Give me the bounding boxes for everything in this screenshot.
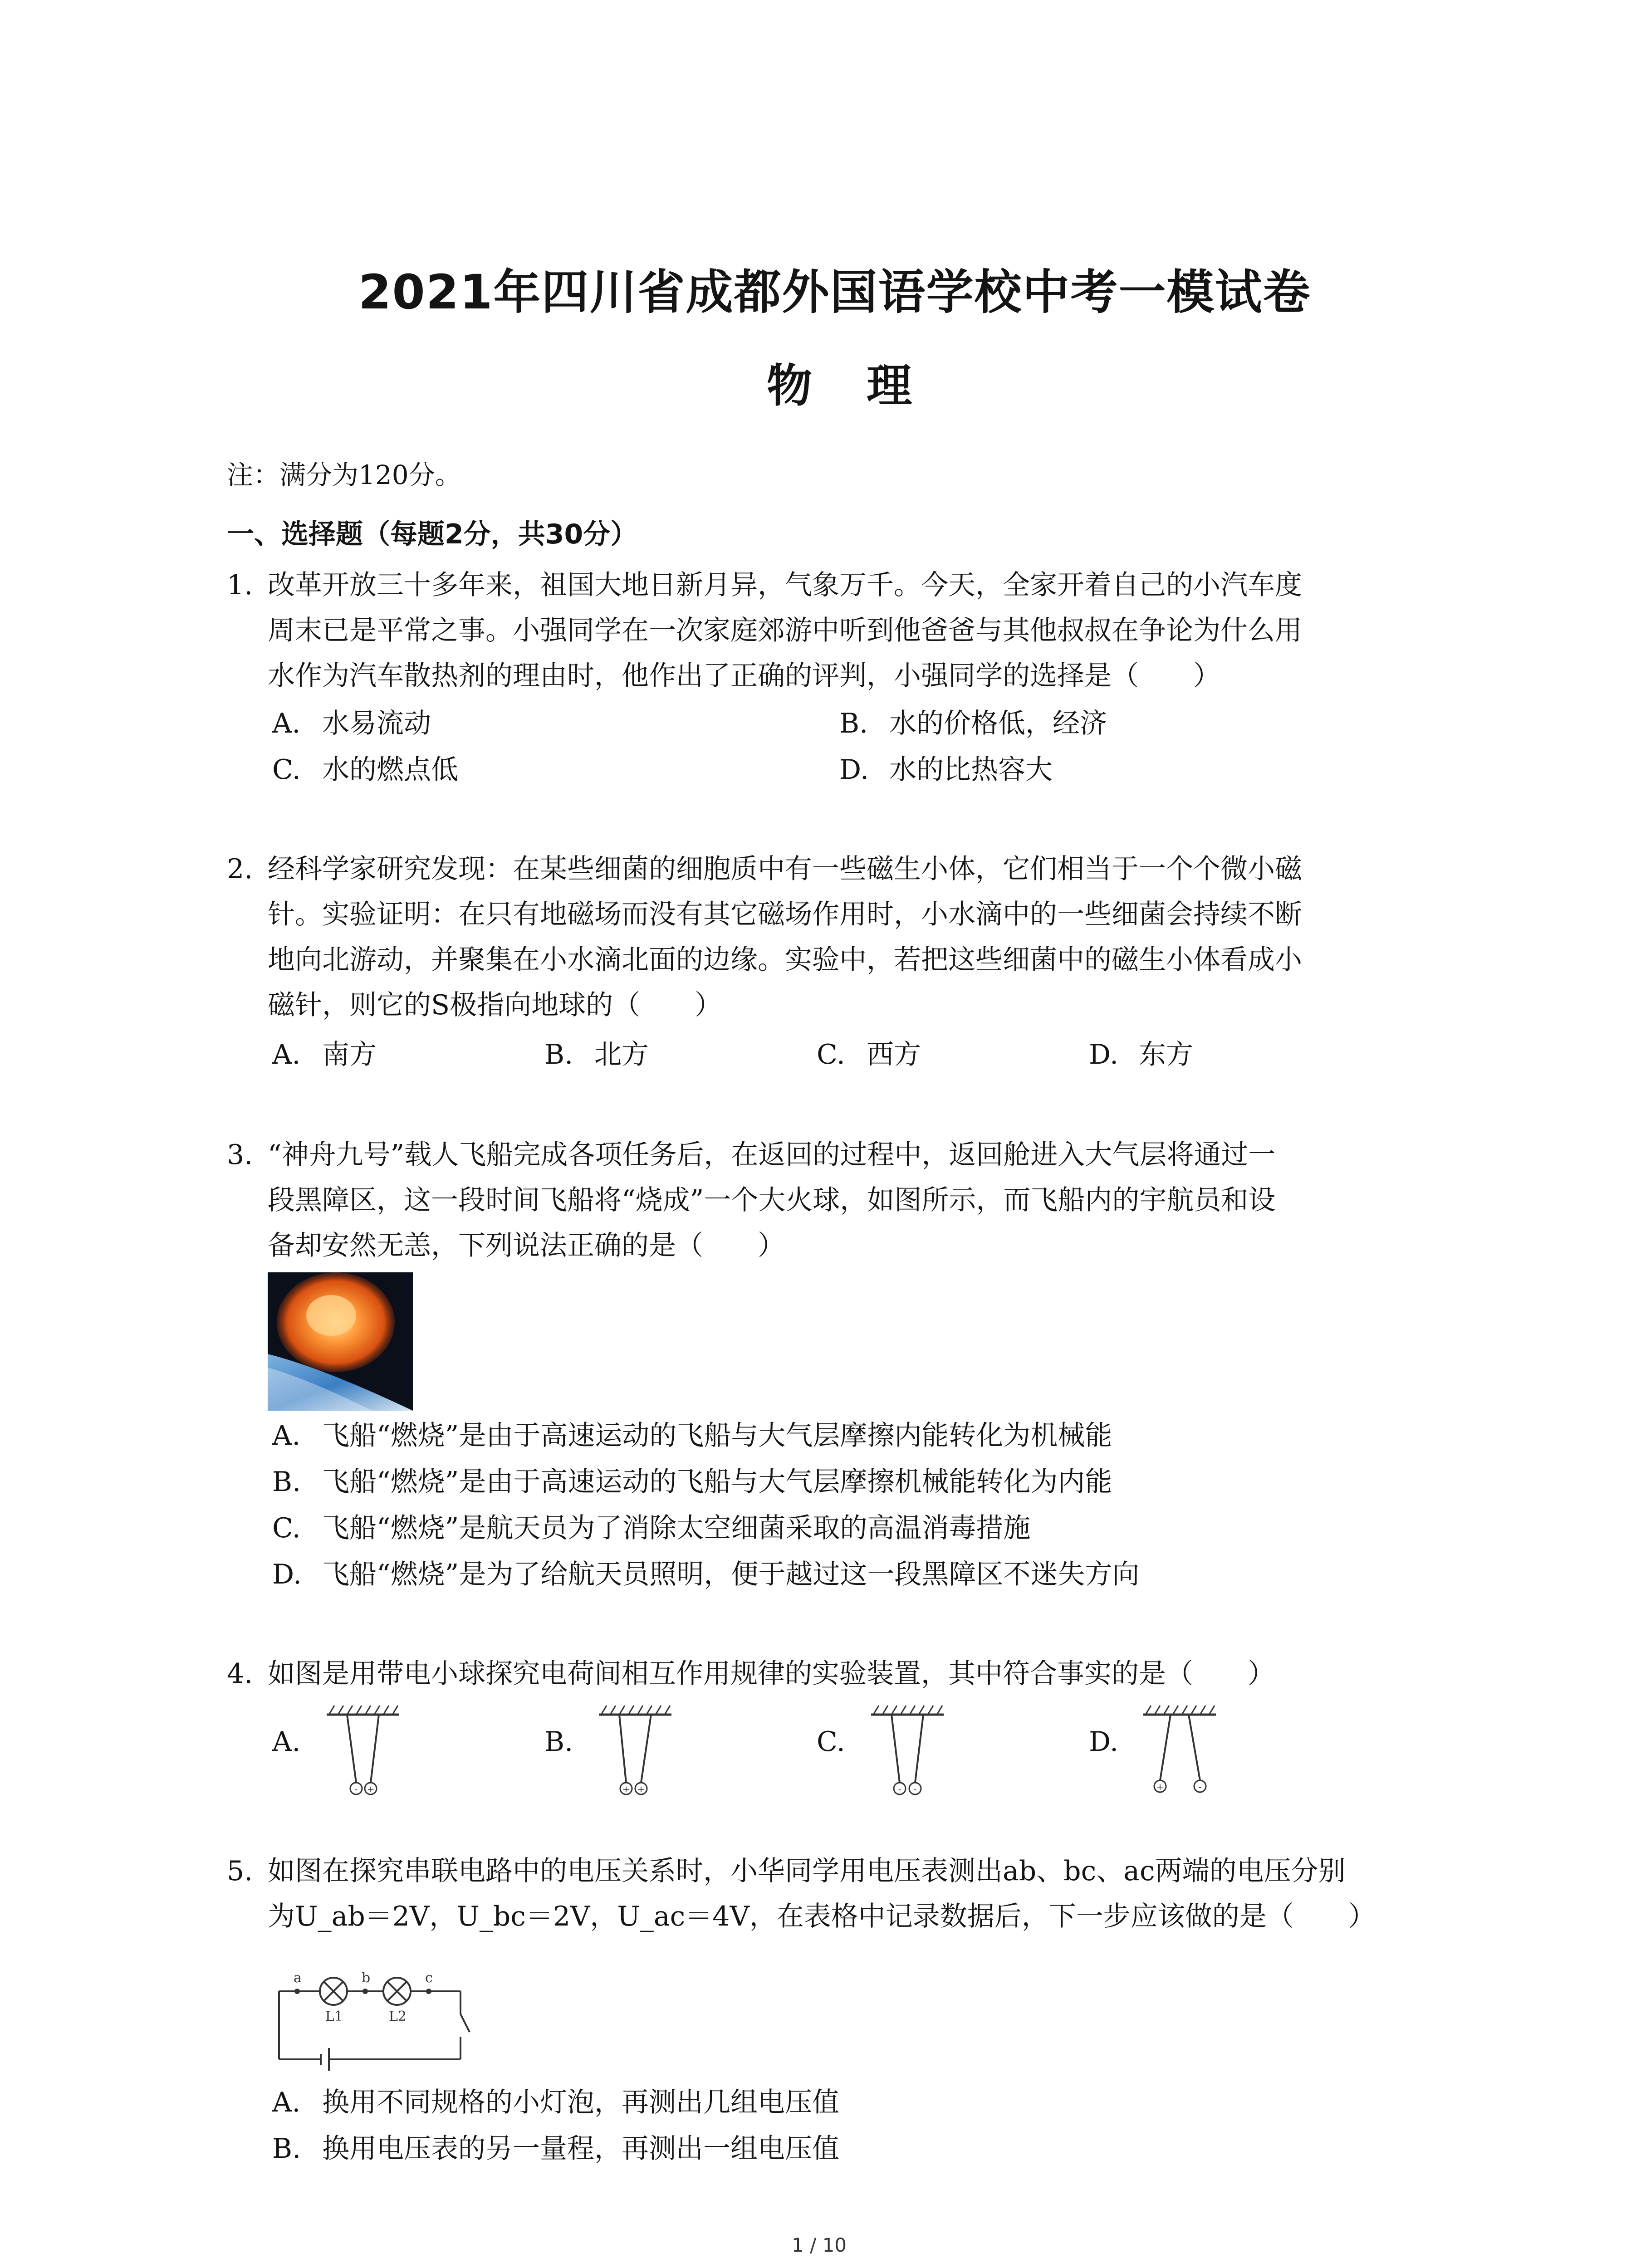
- option-letter: A.: [272, 1039, 301, 1070]
- option-text: 换用电压表的另一量程，再测出一组电压值: [322, 2133, 839, 2165]
- option-c: [817, 1719, 845, 1765]
- option-text: 水的价格低，经济: [889, 708, 1107, 739]
- option-text: 南方: [322, 1039, 377, 1070]
- option-text: 水的燃点低: [322, 754, 458, 786]
- option-b: [544, 1032, 649, 1077]
- option-letter: A.: [272, 2087, 301, 2118]
- option-text: 飞船“燃烧”是由于高速运动的飞船与大气层摩擦机械能转化为内能: [322, 1466, 1112, 1498]
- option-letter: C.: [817, 1726, 845, 1758]
- page-title: 2021年四川省成都外国语学校中考一模试卷: [358, 264, 1311, 320]
- option-letter: B.: [272, 2133, 301, 2165]
- question-number: 3.: [227, 1139, 253, 1171]
- question-stem-line: 磁针，则它的S极指向地球的（ ）: [268, 989, 722, 1021]
- question-stem-line: 地向北游动，并聚集在小水滴北面的边缘。实验中，若把这些细菌中的磁生小体看成小: [268, 944, 1302, 976]
- option-letter: B.: [544, 1039, 573, 1070]
- option-text: 换用不同规格的小灯泡，再测出几组电压值: [322, 2087, 839, 2118]
- page-number: 1 / 10: [792, 2234, 847, 2256]
- section-heading: 一、选择题（每题2分，共30分）: [227, 518, 638, 550]
- question-stem-line: 针。实验证明：在只有地磁场而没有其它磁场作用时，小水滴中的一些细菌会持续不断: [268, 899, 1302, 930]
- option-letter: A.: [272, 1726, 301, 1758]
- question-stem-line: “神舟九号”载人飞船完成各项任务后，在返回的过程中，返回舱进入大气层将通过一: [268, 1139, 1276, 1171]
- option-letter: A.: [272, 1420, 301, 1452]
- option-letter: D.: [1089, 1726, 1119, 1758]
- option-c: [272, 1505, 1030, 1551]
- option-text: 水易流动: [322, 708, 431, 739]
- question-stem-line: 改革开放三十多年来，祖国大地日新月异，气象万千。今天，全家开着自己的小汽车度: [268, 569, 1302, 601]
- score-note: 注：满分为120分。: [227, 459, 461, 490]
- circuit-label-b: b: [362, 1970, 371, 1986]
- question-number: 2.: [227, 853, 253, 885]
- option-d: [839, 747, 1053, 792]
- circuit-label-c: c: [425, 1970, 433, 1986]
- svg-text:+: +: [622, 1784, 630, 1794]
- option-text: 东方: [1139, 1039, 1193, 1070]
- option-b: [839, 701, 1107, 746]
- option-letter: C.: [272, 1512, 301, 1544]
- question-stem-line: 经科学家研究发现：在某些细菌的细胞质中有一些磁生小体，它们相当于一个个微小磁: [268, 853, 1302, 885]
- option-c: [272, 747, 458, 792]
- option-letter: D.: [1089, 1039, 1119, 1070]
- svg-text:-: -: [354, 1784, 358, 1794]
- series-circuit-diagram: [270, 1964, 479, 2073]
- question-stem-line: 周末已是平常之事。小强同学在一次家庭郊游中听到他爸爸与其他叔叔在争论为什么用: [268, 615, 1302, 646]
- question-stem-line: 如图是用带电小球探究电荷间相互作用规律的实验装置，其中符合事实的是（ ）: [268, 1658, 1275, 1690]
- circuit-label-a: a: [294, 1970, 302, 1986]
- option-letter: B.: [272, 1466, 301, 1498]
- option-a: [272, 701, 431, 746]
- svg-text:+: +: [367, 1784, 375, 1794]
- pendulum-diagram-c: [864, 1703, 950, 1801]
- option-letter: D.: [839, 754, 869, 786]
- option-a: [272, 1413, 1112, 1458]
- question-number: 4.: [227, 1658, 253, 1690]
- question-number: 5.: [227, 1855, 253, 1887]
- option-letter: C.: [272, 754, 301, 786]
- option-text: 飞船“燃烧”是航天员为了消除太空细菌采取的高温消毒措施: [322, 1512, 1031, 1544]
- option-d: [1089, 1032, 1193, 1077]
- svg-text:+: +: [1156, 1781, 1164, 1792]
- option-letter: B.: [544, 1726, 573, 1758]
- question-stem-line: 为U_ab＝2V，U_bc＝2V，U_ac＝4V，在表格中记录数据后，下一步应该做的是（ ）: [268, 1901, 1376, 1932]
- option-d: [272, 1552, 1139, 1597]
- question-stem-line: 水作为汽车散热剂的理由时，他作出了正确的评判，小强同学的选择是（ ）: [268, 660, 1220, 692]
- option-a: [272, 1719, 300, 1765]
- option-text: 水的比热容大: [889, 754, 1053, 786]
- option-a: [272, 1032, 377, 1077]
- question-number: 1.: [227, 569, 253, 601]
- subject-title: 物理: [767, 359, 966, 412]
- question-stem-line: 如图在探究串联电路中的电压关系时，小华同学用电压表测出ab、bc、ac两端的电压分别: [268, 1855, 1346, 1887]
- option-d: [1089, 1719, 1118, 1765]
- option-text: 西方: [867, 1039, 921, 1070]
- option-text: 北方: [594, 1039, 649, 1070]
- option-a: [272, 2080, 839, 2125]
- option-letter: A.: [272, 708, 301, 739]
- option-c: [817, 1032, 921, 1077]
- pendulum-diagram-b: [592, 1703, 678, 1801]
- option-b: [544, 1719, 573, 1765]
- option-b: [272, 1459, 1112, 1505]
- svg-text:-: -: [1198, 1781, 1202, 1792]
- question-stem-line: 段黑障区，这一段时间飞船将“烧成”一个大火球，如图所示，而飞船内的宇航员和设: [268, 1184, 1276, 1216]
- option-letter: D.: [272, 1559, 302, 1590]
- option-text: 飞船“燃烧”是由于高速运动的飞船与大气层摩擦内能转化为机械能: [322, 1420, 1112, 1452]
- pendulum-diagram-d: [1136, 1703, 1223, 1801]
- svg-text:+: +: [637, 1784, 645, 1794]
- spacecraft-reentry-image: [268, 1272, 413, 1411]
- svg-text:-: -: [913, 1784, 917, 1794]
- option-b: [272, 2126, 839, 2171]
- circuit-label-l2: L2: [389, 2009, 407, 2024]
- option-letter: B.: [839, 708, 868, 739]
- circuit-label-l1: L1: [325, 2009, 343, 2024]
- option-letter: C.: [817, 1039, 845, 1070]
- svg-text:-: -: [898, 1784, 901, 1794]
- option-text: 飞船“燃烧”是为了给航天员照明，便于越过这一段黑障区不迷失方向: [322, 1559, 1140, 1590]
- question-stem-line: 备却安然无恙，下列说法正确的是（ ）: [268, 1230, 785, 1261]
- pendulum-diagram-a: [320, 1703, 406, 1801]
